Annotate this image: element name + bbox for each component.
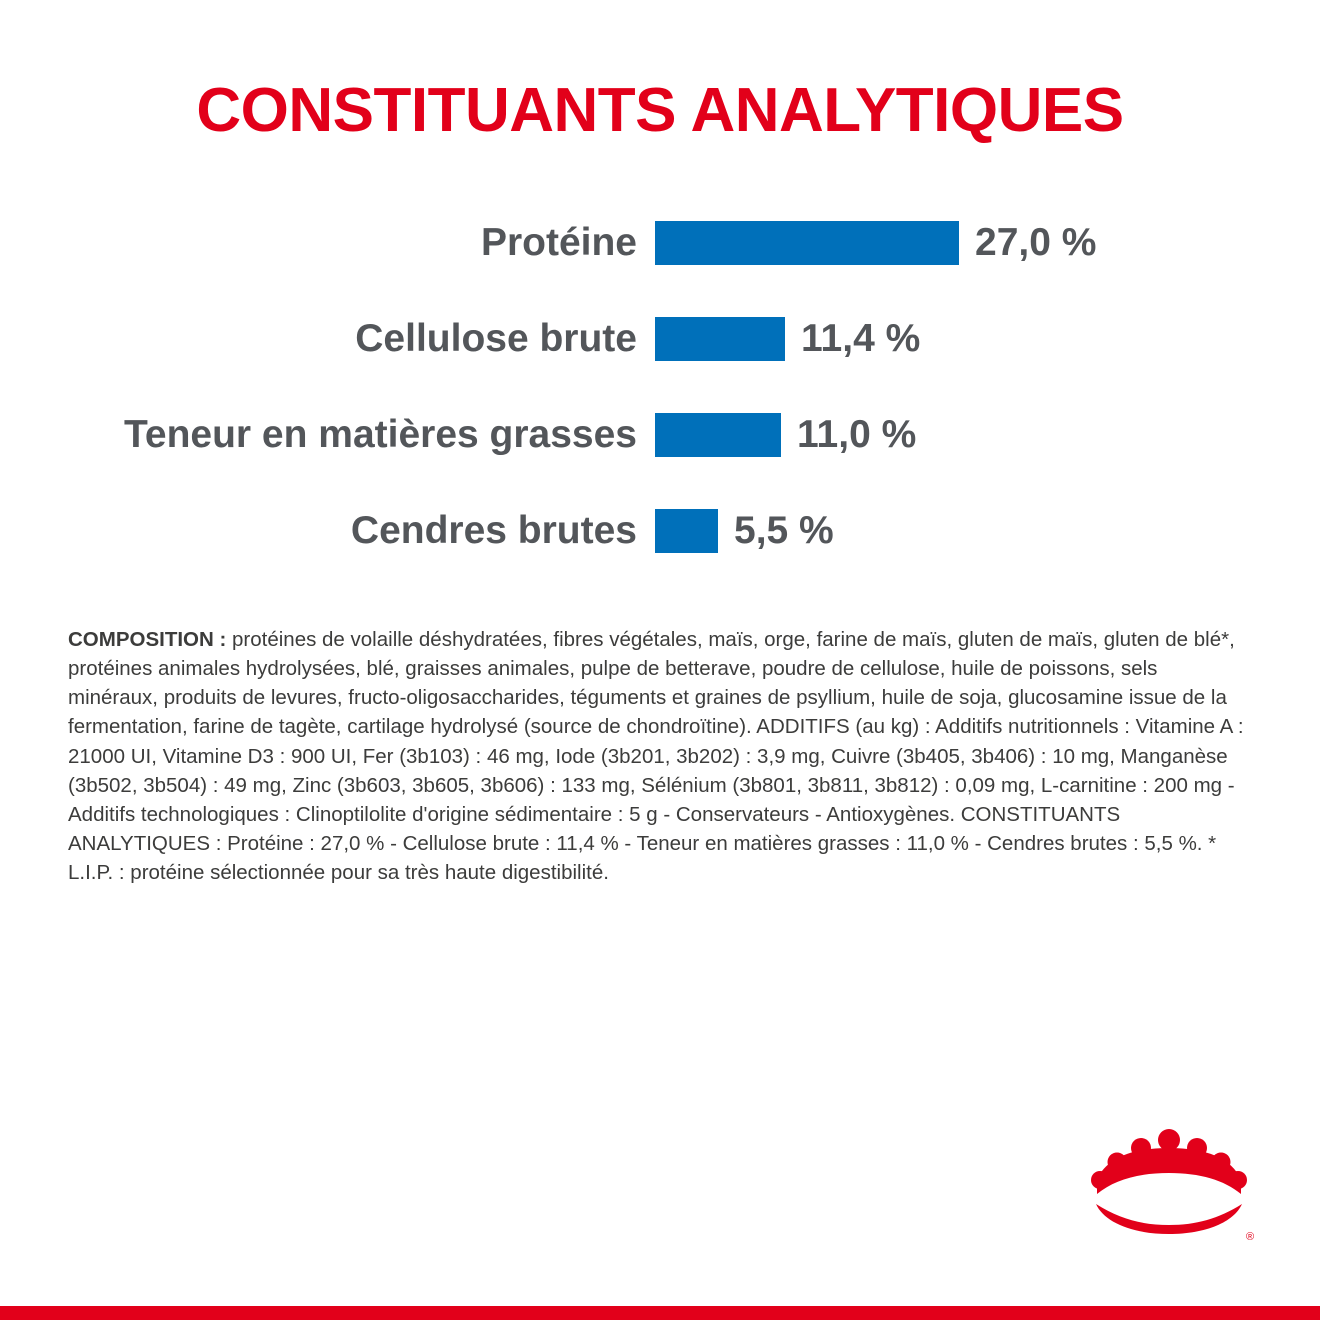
bar-fill: [655, 413, 781, 457]
bar-track: [655, 221, 1280, 265]
composition-heading: COMPOSITION :: [68, 628, 227, 652]
bar-track: [655, 509, 1280, 553]
bar-value: 11,0 %: [797, 413, 917, 457]
bar-label: Cendres brutes: [350, 509, 637, 553]
chart-row: [40, 387, 1280, 483]
chart-row: [40, 291, 1280, 387]
composition-paragraph: [68, 625, 1252, 887]
bar-value: 11,4 %: [801, 317, 921, 361]
bar-fill: [655, 509, 718, 553]
bar-label: Cellulose brute: [355, 317, 637, 361]
bar-fill: [655, 221, 959, 265]
analytical-constituents-chart: [0, 195, 1320, 579]
bar-track: [655, 413, 1280, 457]
bottom-accent-bar: [0, 1306, 1320, 1320]
bar-label: Protéine: [480, 221, 637, 265]
composition-body: protéines de volaille déshydratées, fibres végétales, maïs, orge, farine de maïs, gluten de maïs, gluten de blé*, protéines animales hydrolysées, blé, graisses animales, pulpe de betterave, poudre de cellulose, huile de poissons, sels minéraux, produits de levures, fructo-oligosaccharides, téguments et graines de psyllium, huile de soja, glucosamine issue de la fermentation, farine de tagète, cartilage hydrolysé (source de chondroïtine). ADDITIFS (au kg) : Additifs nutritionnels : Vitamine A : 21000 UI, Vitamine D3 : 900 UI, Fer (3b103) : 46 mg, Iode (3b201, 3b202) : 3,9 mg, Cuivre (3b405, 3b406) : 10 mg, Manganèse (3b502, 3b504) : 49 mg, Zinc (3b603, 3b605, 3b606) : 133 mg, Sélénium (3b801, 3b811, 3b812) : 0,09 mg, L-carnitine : 200 mg - Additifs technologiques : Clinoptilolite d'origine sédimentaire : 5 g - Conservateurs - Antioxygènes. CONSTITUANTS ANALYTIQUES : Protéine : 27,0 % - Cellulose brute : 11,4 % - Teneur en matières grasses : 11,0 % - Cendres brutes : 5,5 %. * L.I.P. : protéine sélectionnée pour sa très haute digestibilité.: [68, 628, 1244, 884]
registered-mark-text: ®: [1246, 1231, 1254, 1243]
bar-value: 5,5 %: [734, 509, 834, 553]
page-title: CONSTITUANTS ANALYTIQUES: [196, 76, 1124, 145]
bar-label: Teneur en matières grasses: [123, 413, 637, 457]
bar-track: [655, 317, 1280, 361]
chart-row: [40, 195, 1280, 291]
bar-fill: [655, 317, 785, 361]
royal-canin-crown-logo: [1084, 1124, 1254, 1244]
bar-value: 27,0 %: [975, 221, 1097, 265]
chart-row: [40, 483, 1280, 579]
